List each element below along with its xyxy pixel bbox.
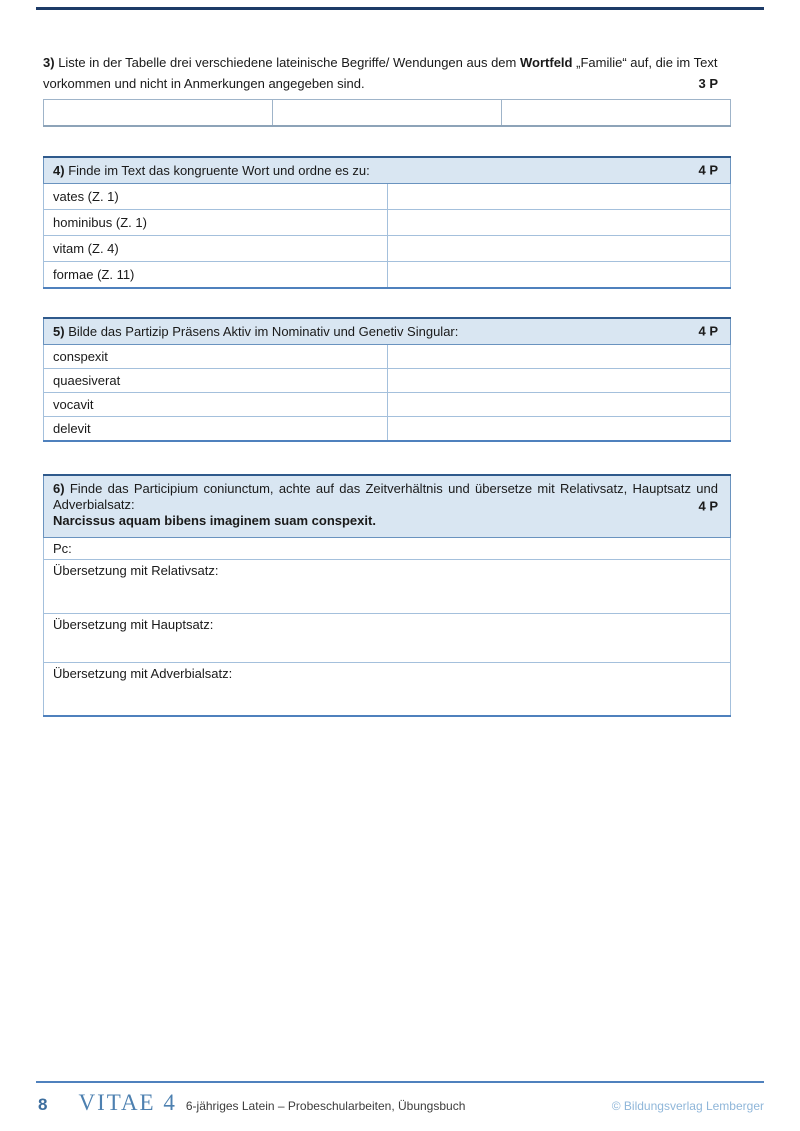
table-row xyxy=(44,345,731,369)
prompt-cell: Pc: xyxy=(44,537,731,559)
table-row xyxy=(44,184,731,210)
book-subtitle: 6-jähriges Latein – Probeschularbeiten, Übungsbuch xyxy=(185,1099,466,1113)
prompt-cell: delevit xyxy=(44,417,388,441)
prompt-cell: hominibus (Z. 1) xyxy=(44,210,388,236)
footer xyxy=(36,1090,764,1116)
task6-number: 6) xyxy=(53,480,65,496)
table-row xyxy=(44,662,731,716)
answer-cell xyxy=(387,345,731,369)
prompt-cell: Übersetzung mit Adverbialsatz: xyxy=(44,662,731,716)
table-row xyxy=(44,262,731,288)
task6-title-text: Finde das Participium coniunctum, achte auf das Zeitverhältnis und übersetze mit Relativsatz, Hauptsatz und Adverbialsatz: xyxy=(53,480,718,512)
task5-number: 5) xyxy=(53,323,65,339)
brand-title: VITAE 4 xyxy=(78,1090,177,1115)
task4-points-badge: 4 P xyxy=(698,162,718,178)
answer-cell xyxy=(387,417,731,441)
table-row xyxy=(44,393,731,417)
task3-number: 3) xyxy=(43,55,55,70)
answer-cell xyxy=(273,100,502,126)
task3-points-badge: 3 P xyxy=(698,76,718,91)
task5-header xyxy=(44,318,731,345)
prompt-cell: vates (Z. 1) xyxy=(44,184,388,210)
task3-text-part1: Liste in der Tabelle drei verschiedene lateinische Begriffe/ Wendungen aus dem xyxy=(58,55,517,70)
prompt-cell: vitam (Z. 4) xyxy=(44,236,388,262)
copyright-notice: © Bildungsverlag Lemberger xyxy=(611,1099,764,1113)
table-row xyxy=(44,210,731,236)
table-row xyxy=(44,100,731,126)
answer-cell xyxy=(387,184,731,210)
prompt-cell: Übersetzung mit Hauptsatz: xyxy=(44,613,731,662)
prompt-cell: Übersetzung mit Relativsatz: xyxy=(44,559,731,613)
table-header-row xyxy=(44,318,731,345)
answer-cell xyxy=(44,100,273,126)
prompt-cell: conspexit xyxy=(44,345,388,369)
table-row xyxy=(44,559,731,613)
answer-cell xyxy=(387,369,731,393)
answer-cell xyxy=(387,262,731,288)
main-content xyxy=(43,52,731,717)
table-row xyxy=(44,236,731,262)
task6-title xyxy=(53,481,718,513)
task3-text-part2: „Familie“ auf, die im Text vorkommen und nicht in Anmerkungen angegeben sind. xyxy=(43,55,718,91)
task4-number: 4) xyxy=(53,162,65,178)
prompt-cell: vocavit xyxy=(44,393,388,417)
answer-cell xyxy=(387,210,731,236)
task4-header xyxy=(44,157,731,184)
table-row xyxy=(44,369,731,393)
task3-instruction xyxy=(43,52,731,94)
task6-table xyxy=(43,474,731,718)
page-number: 8 xyxy=(38,1095,48,1114)
task5-title: Bilde das Partizip Präsens Aktiv im Nominativ und Genetiv Singular: xyxy=(68,323,459,339)
answer-cell xyxy=(387,236,731,262)
answer-cell xyxy=(502,100,731,126)
task6-points-badge: 4 P xyxy=(698,498,718,514)
task3-answer-table xyxy=(43,99,731,127)
table-row xyxy=(44,613,731,662)
table-row xyxy=(44,417,731,441)
task6-header xyxy=(44,475,731,538)
top-rule xyxy=(36,7,764,10)
table-row xyxy=(44,537,731,559)
task5-points-badge: 4 P xyxy=(698,323,718,339)
footer-rule xyxy=(36,1081,764,1083)
task4-table xyxy=(43,156,731,289)
answer-cell xyxy=(387,393,731,417)
table-header-row xyxy=(44,157,731,184)
task5-table xyxy=(43,317,731,442)
table-header-row xyxy=(44,475,731,538)
task4-title: Finde im Text das kongruente Wort und ordne es zu: xyxy=(68,162,370,178)
task3-bold-word: Wortfeld xyxy=(520,55,573,70)
prompt-cell: quaesiverat xyxy=(44,369,388,393)
prompt-cell: formae (Z. 11) xyxy=(44,262,388,288)
task6-latin-sentence: Narcissus aquam bibens imaginem suam conspexit. xyxy=(53,512,376,528)
